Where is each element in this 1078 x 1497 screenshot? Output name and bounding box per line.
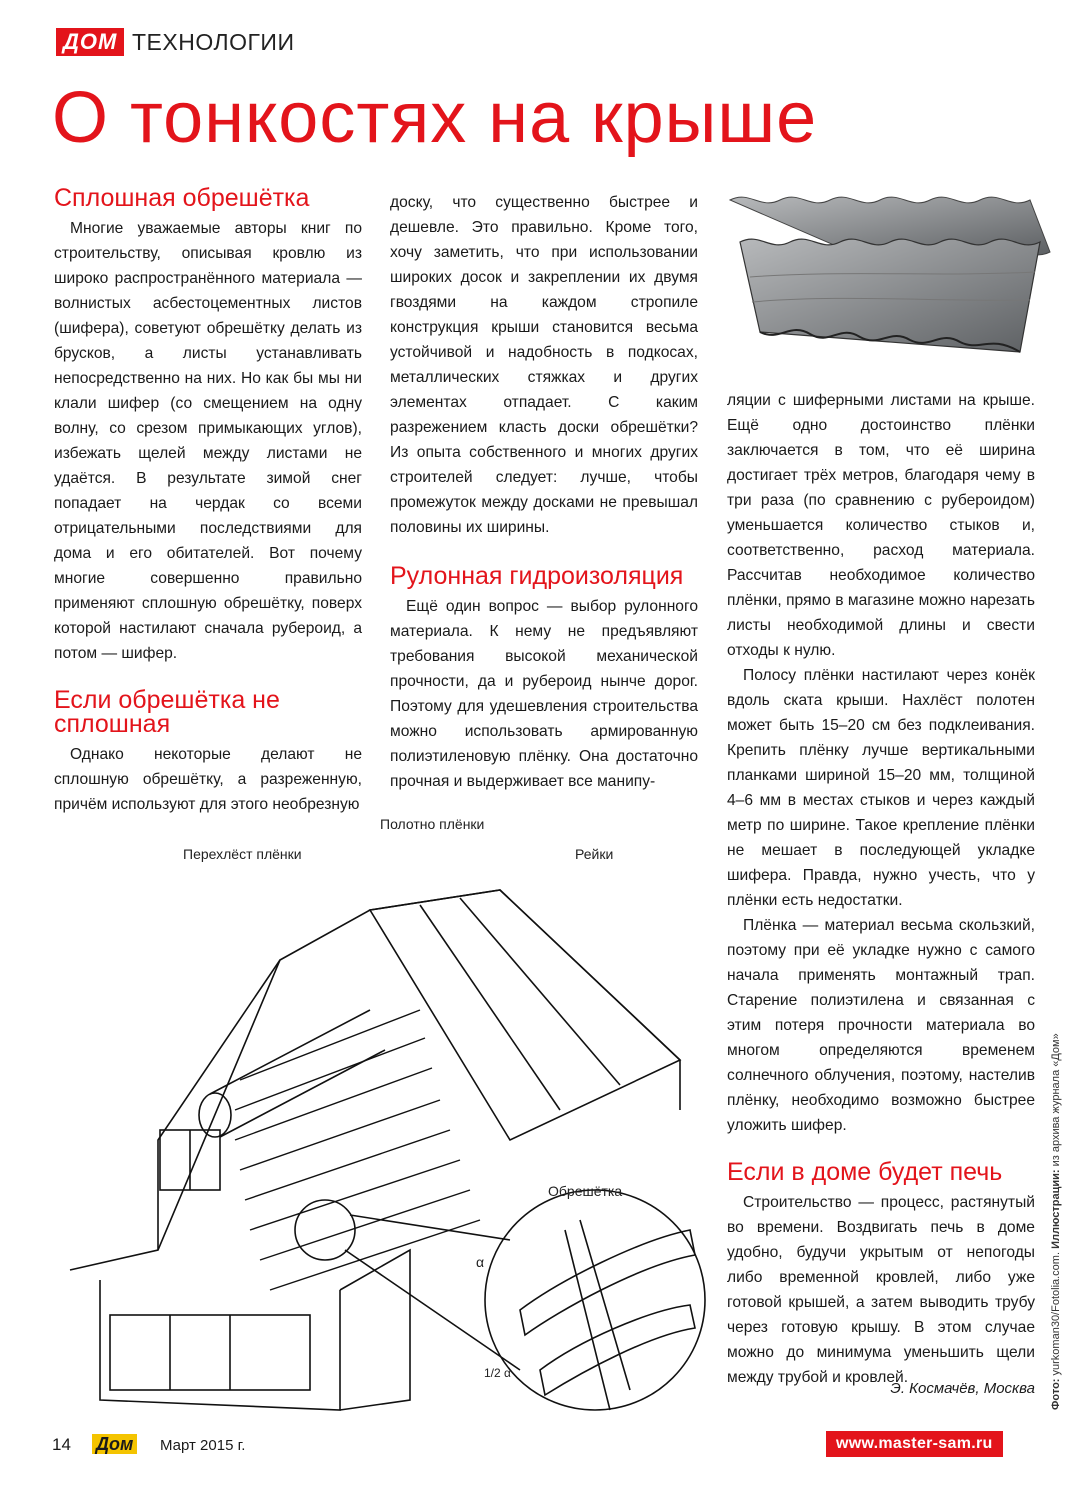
photo-credit: Фото: yurkoman30/Fotolia.com. Иллюстрации: из архива журнала «Дом» [1050,1033,1062,1410]
footer-brand: Дом [92,1434,137,1454]
column-2 [390,190,698,794]
paragraph: Строительство — процесс, растянутый во времени. Воздвигать печь в доме удобно, будучи укрытым от непогоды либо временной кровлей, либо уже готовой крышей, а затем выводить трубу через готовую крышу. В этом случае можно до минимума уменьшить щели между трубой и кровлей. [727,1194,1035,1386]
label-half-alpha: 1/2 α [484,1366,511,1380]
paragraph: Однако некоторые делают не сплошную обрешётку, а разреженную, причём используют для этого необрезную [54,746,362,813]
label-film-overlap: Перехлёст плёнки [183,846,302,862]
roof-illustration [40,810,720,1425]
website-link[interactable]: www.master-sam.ru [826,1431,1003,1457]
paragraph: Полосу плёнки настилают через конёк вдоль ската крыши. Нахлёст полотен может быть 15–20 см без подклеивания. Крепить плёнку лучше вертикальными планками шириной 15–20 мм, толщиной 4–6 мм в местах стыков и через каждый метр по ширине. Такое крепление плёнки не мешает в последующей укладке шифера. Правда, нужно учесть, что у плёнки есть недостатки. [727,667,1035,909]
roof-diagram [40,810,720,1425]
column-3 [727,388,1035,1390]
column-1 [54,186,362,817]
subheading-stove: Если в доме будет печь [727,1158,1003,1186]
magazine-brand: ДОМ [56,28,124,56]
section-label: ТЕХНОЛОГИИ [132,29,295,55]
article-title: О тонкостях на крыше [52,78,818,158]
slate-sheet [740,239,1040,352]
subheading-solid-lathing: Сплошная обрешётка [54,184,310,212]
paragraph: доску, что существенно быстрее и дешевле. Это правильно. Кроме того, хочу заметить, что при использовании широких досок и закреплении их двумя гвоздями на каждом стропиле конструкция крыши становится весьма устойчивой и надобность в подкосах, металлических стяжках и других элементах отпадает. С каким разрежением класть доски обрешётки? Из опыта собственного и многих других строителей следует: лучше, чтобы промежуток между досками не превышал половины их ширины. [390,194,698,536]
paragraph: Ещё один вопрос — выбор рулонного материала. К нему не предъявляют требования высокой механической прочности, да и рубероид нынче дорог. Поэтому для удешевления строительства можно использовать армированную полиэтиленовую плёнку. Она достаточно прочная и выдерживает все манипу- [390,598,698,790]
paragraph: Плёнка — материал весьма скользкий, поэтому при её укладке нужно с самого начала применять монтажный трап. Старение полиэтилена и связанная с этим потеря прочности материала во многом определяются временем солнечного облучения, поэтому, настелив плёнку, необходимо возможно быстрее уложить шифер. [727,917,1035,1134]
window [110,1315,310,1390]
slate-sheets-photo [720,182,1060,362]
subheading-sparse-lathing: Если обрешётка не сплошная [54,686,280,738]
label-slats: Рейки [575,846,614,862]
subheading-roll-waterproofing: Рулонная гидроизоляция [390,562,684,590]
issue-date: Март 2015 г. [160,1437,246,1454]
label-lathing: Обрешётка [548,1183,623,1199]
paragraph: Многие уважаемые авторы книг по строительству, описывая кровлю из широко распространённого материала — волнистых асбестоцементных листов (шифера), советуют обрешётку делать из брусков, а листы устанавливать непосредственно на них. Но как бы мы ни клали шифер (со смещением на одну волну, со срезом примыкающих углов), избежать щелей между листами не удаётся. В результате зимой снег попадает на чердак со всеми отрицательными последствиями для дома и его обитателей. Вот почему многие совершенно правильно применяют сплошную обрешётку, поверх которой настилают сначала рубероид, а потом — шифер. [54,220,362,662]
paragraph: ляции с шиферными листами на крыше. Ещё одно достоинство плёнки заключается в том, что её ширина достигает трёх метров, благодаря чему в три раза (по сравнению с рубероидом) уменьшается количество стыков и, соответственно, расход материала. Рассчитав необходимое количество плёнки, прямо в магазине можно нарезать листы необходимой длины и свести отходы к нулю. [727,392,1035,659]
label-film-sheet: Полотно плёнки [380,816,485,832]
author-signature: Э. Космачёв, Москва [890,1380,1035,1397]
label-alpha: α [476,1254,485,1270]
page-number: 14 [52,1435,71,1454]
